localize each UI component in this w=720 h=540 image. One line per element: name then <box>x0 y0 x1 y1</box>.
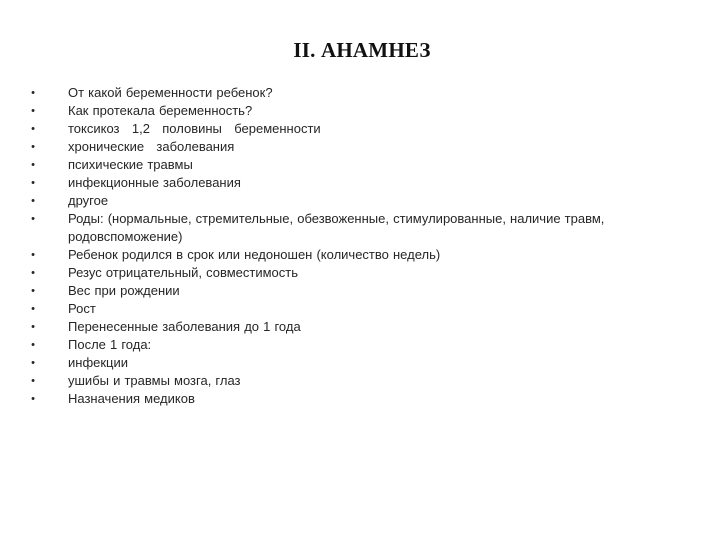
bullet-icon: • <box>31 123 35 135</box>
item-text: Перенесенные заболевания до 1 года <box>68 319 301 334</box>
bullet-icon: • <box>31 105 35 117</box>
bullet-icon: • <box>31 141 35 153</box>
bullet-icon: • <box>31 375 35 387</box>
bullet-icon: • <box>31 159 35 171</box>
bullet-icon: • <box>31 321 35 333</box>
list-item <box>28 84 688 102</box>
item-text: После 1 года: <box>68 337 152 352</box>
item-text: Как протекала беременность? <box>68 103 253 118</box>
slide-title: II. АНАМНЕЗ <box>293 38 431 62</box>
list-item <box>28 156 688 174</box>
item-text: Ребенок родился в срок или недоношен (количество недель) <box>68 247 441 262</box>
list-item <box>28 336 688 354</box>
list-item <box>28 138 688 156</box>
item-text: другое <box>68 193 109 208</box>
list-item <box>28 246 688 264</box>
item-text: инфекционные заболевания <box>68 175 241 190</box>
item-text: токсикоз 1,2 половины беременности <box>68 121 321 136</box>
bullet-list <box>28 84 688 408</box>
list-item <box>28 390 688 408</box>
item-text: Роды: (нормальные, стремительные, обезвоженные, стимулированные, наличие травм, родовспоможение) <box>68 211 605 244</box>
list-item <box>28 264 688 282</box>
item-text: От какой беременности ребенок? <box>68 85 273 100</box>
list-item <box>28 282 688 300</box>
list-item <box>28 192 688 210</box>
item-text: инфекции <box>68 355 129 370</box>
item-text: Назначения медиков <box>68 391 195 406</box>
bullet-icon: • <box>31 267 35 279</box>
list-item <box>28 372 688 390</box>
list-item <box>28 210 688 246</box>
bullet-icon: • <box>31 87 35 99</box>
list-item <box>28 102 688 120</box>
bullet-icon: • <box>31 249 35 261</box>
bullet-icon: • <box>31 339 35 351</box>
item-text: Вес при рождении <box>68 283 180 298</box>
bullet-icon: • <box>31 177 35 189</box>
bullet-icon: • <box>31 303 35 315</box>
list-item <box>28 120 688 138</box>
item-text: психические травмы <box>68 157 193 172</box>
bullet-icon: • <box>31 195 35 207</box>
bullet-icon: • <box>31 285 35 297</box>
item-text: хронические заболевания <box>68 139 235 154</box>
list-item <box>28 318 688 336</box>
bullet-icon: • <box>31 357 35 369</box>
bullet-icon: • <box>31 213 35 225</box>
list-item <box>28 300 688 318</box>
item-text: ушибы и травмы мозга, глаз <box>68 373 241 388</box>
list-item <box>28 174 688 192</box>
bullet-icon: • <box>31 393 35 405</box>
item-text: Резус отрицательный, совместимость <box>68 265 298 280</box>
item-text: Рост <box>68 301 96 316</box>
list-item <box>28 354 688 372</box>
